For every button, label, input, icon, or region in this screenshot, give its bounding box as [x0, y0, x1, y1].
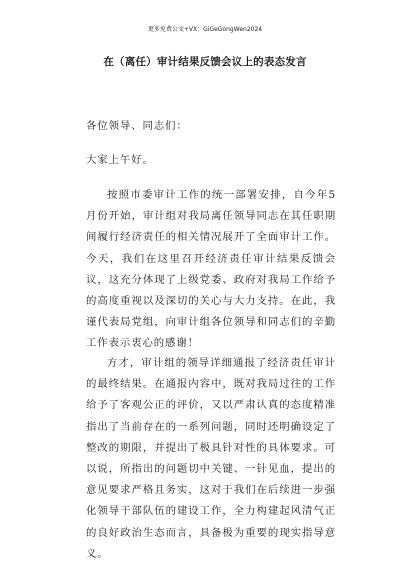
document-title: 在（离任）审计结果反馈会议上的表态发言: [103, 56, 307, 68]
paragraph-1: 按照市委审计工作的统一部署安排，自今年5月份开始，审计组对我局离任领导同志在其任职期间履行经济责任的相关情况展开了全面审计工作。今天，我们在这里召开经济责任审计结果反馈会议，这充分体现了上级党委、政府对我局工作给予的高度重视以及深切的关心与大力支持。在此，我谨代表局党组，向审计组各位领导和同志们的辛勤工作表示衷心的感谢！: [86, 189, 336, 350]
header-note: 更多免费公文+VX：GiGeGongWen2024: [147, 26, 263, 33]
greeting: 大家上午好。: [86, 154, 154, 166]
paragraph-2: 方才，审计组的领导详细通报了经济责任审计的最终结果。在通报内容中，既对我局过往的工作给予了客观公正的评价，又以严肃认真的态度精准指出了当前存在的一系列问题，同时还明确设定了整改的期限，并提出了极具针对性的具体要求。可以说，所指出的问题切中关键、一针见血，提出的意见要求严格且务实，这对于我们在后续进一步强化领导干部队伍的建设工作，全力构建起风清气正的良好政治生态而言，具备极为重要的现实指导意义。: [86, 357, 336, 560]
salutation: 各位领导、同志们：: [86, 120, 188, 132]
